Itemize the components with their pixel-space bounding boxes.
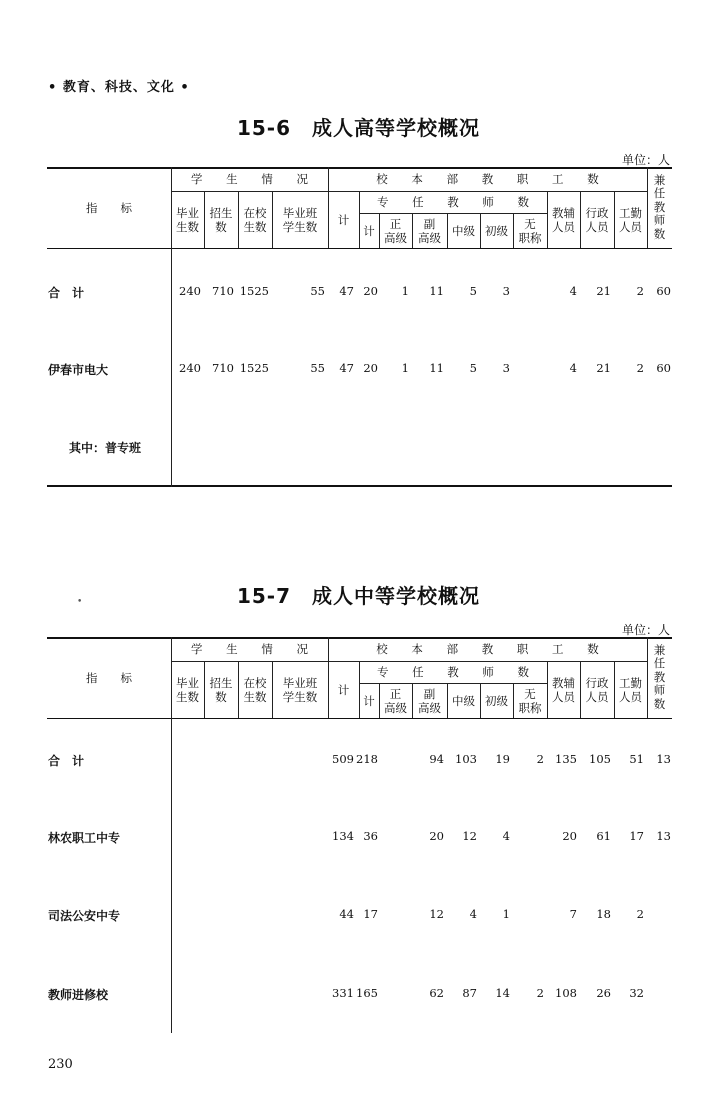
table-cell: 87 <box>462 986 477 1000</box>
table-cell: 14 <box>495 986 510 1000</box>
table-cell: 105 <box>589 752 611 766</box>
table-cell: 218 <box>356 752 378 766</box>
table-cell: 2 <box>636 361 644 375</box>
table-cell: 32 <box>629 986 644 1000</box>
stray-mark: • <box>77 597 83 607</box>
table-cell: 103 <box>455 752 477 766</box>
table-cell: 710 <box>212 361 234 375</box>
table-cell: 94 <box>429 752 444 766</box>
header-grad: 毕业 生数 <box>176 675 199 704</box>
table-cell: 7 <box>569 907 577 921</box>
table-cell: 1 <box>401 361 409 375</box>
table-cell: 61 <box>596 829 611 843</box>
table-cell: 5 <box>469 361 477 375</box>
table-title: 15-6 成人高等学校概况 <box>236 116 481 140</box>
header-teacher-total: 计 <box>363 693 375 708</box>
table-cell: 509 <box>332 752 354 766</box>
header-enroll: 招生 数 <box>209 205 233 234</box>
table-cell: 51 <box>629 752 644 766</box>
table-cell: 21 <box>596 284 611 298</box>
table-cell: 2 <box>536 986 544 1000</box>
table-cell: 1525 <box>239 361 269 375</box>
table-cell: 2 <box>636 907 644 921</box>
table-cell: 1525 <box>239 284 269 298</box>
table-cell: 20 <box>562 829 577 843</box>
table-cell: 60 <box>656 361 671 375</box>
table-cell: 13 <box>656 829 671 843</box>
row-label: 林农职工中专 <box>48 831 121 845</box>
table-cell: 710 <box>212 284 234 298</box>
header-no-title: 无 职称 <box>518 686 542 715</box>
header-no-title: 无 职称 <box>518 216 542 245</box>
table-cell: 108 <box>555 986 577 1000</box>
table-cell: 55 <box>310 361 325 375</box>
table-cell: 240 <box>179 284 201 298</box>
table-cell: 4 <box>469 907 477 921</box>
table-cell: 134 <box>332 829 354 843</box>
table-cell: 20 <box>363 361 378 375</box>
table-cell: 11 <box>429 361 444 375</box>
table-cell: 4 <box>502 829 510 843</box>
table-cell: 165 <box>356 986 378 1000</box>
table-cell: 13 <box>656 752 671 766</box>
table-cell: 2 <box>536 752 544 766</box>
header-grad-class: 毕业班 学生数 <box>282 205 318 234</box>
table-cell: 44 <box>339 907 354 921</box>
header-student-group: 学 生 情 况 <box>191 642 318 656</box>
header-total: 计 <box>337 682 350 697</box>
row-label: 合 计 <box>48 286 85 300</box>
header-junior: 初级 <box>485 693 508 708</box>
table-cell: 26 <box>596 986 611 1000</box>
header-staff-group: 校 本 部 教 职 工 数 <box>376 172 609 186</box>
header-teacher-total: 计 <box>363 223 375 238</box>
header-aux: 教辅 人员 <box>552 675 575 704</box>
header-part-time: 兼 任 教 师 数 <box>653 172 666 241</box>
header-aux: 教辅 人员 <box>552 205 575 234</box>
header-middle: 中级 <box>452 693 475 708</box>
table-cell: 1 <box>401 284 409 298</box>
table-cell: 47 <box>339 284 354 298</box>
table-cell: 20 <box>363 284 378 298</box>
header-staff-group: 校 本 部 教 职 工 数 <box>376 642 609 656</box>
table-cell: 1 <box>502 907 510 921</box>
row-label: 司法公安中专 <box>48 909 121 923</box>
table-cell: 331 <box>332 986 354 1000</box>
header-worker: 工勤 人员 <box>619 205 642 234</box>
header-total: 计 <box>337 212 350 227</box>
page-number: 230 <box>48 1057 73 1072</box>
table-cell: 17 <box>629 829 644 843</box>
unit-label: 单位：人 <box>621 623 670 637</box>
table-cell: 60 <box>656 284 671 298</box>
header-grad-class: 毕业班 学生数 <box>282 675 318 704</box>
table-cell: 47 <box>339 361 354 375</box>
header-senior: 正 高级 <box>384 216 407 245</box>
table-cell: 4 <box>569 361 577 375</box>
table-cell: 135 <box>555 752 577 766</box>
header-indicator: 指 标 <box>86 670 132 685</box>
table-cell: 19 <box>495 752 510 766</box>
table-cell: 3 <box>502 361 510 375</box>
running-header: • 教育、科技、文化 • <box>48 80 190 95</box>
table-cell: 20 <box>429 829 444 843</box>
header-in-school: 在校 生数 <box>243 205 267 234</box>
header-student-group: 学 生 情 况 <box>191 172 318 186</box>
header-junior: 初级 <box>485 223 508 238</box>
table-cell: 11 <box>429 284 444 298</box>
table-cell: 55 <box>310 284 325 298</box>
table-cell: 3 <box>502 284 510 298</box>
header-senior: 正 高级 <box>384 686 407 715</box>
header-assoc: 副 高级 <box>418 686 441 715</box>
table-cell: 5 <box>469 284 477 298</box>
row-label: 教师进修校 <box>48 988 109 1002</box>
row-label: 其中：普专班 <box>69 441 142 455</box>
header-indicator: 指 标 <box>86 200 132 215</box>
header-teacher-group: 专 任 教 师 数 <box>376 665 540 679</box>
table-title: 15-7 成人中等学校概况 <box>236 584 481 608</box>
row-label: 合 计 <box>48 754 85 768</box>
table-cell: 21 <box>596 361 611 375</box>
header-assoc: 副 高级 <box>418 216 441 245</box>
table-cell: 12 <box>462 829 477 843</box>
table-cell: 36 <box>363 829 378 843</box>
table-cell: 2 <box>636 284 644 298</box>
header-admin: 行政 人员 <box>585 205 609 234</box>
row-label: 伊春市电大 <box>48 363 109 377</box>
header-teacher-group: 专 任 教 师 数 <box>376 195 540 209</box>
table-cell: 240 <box>179 361 201 375</box>
table-cell: 12 <box>429 907 444 921</box>
unit-label: 单位：人 <box>621 153 670 167</box>
table-cell: 18 <box>596 907 611 921</box>
data-table <box>47 167 672 487</box>
table-cell: 17 <box>363 907 378 921</box>
table-cell: 4 <box>569 284 577 298</box>
header-enroll: 招生 数 <box>209 675 233 704</box>
data-table <box>47 637 672 1033</box>
header-part-time: 兼 任 教 师 数 <box>653 642 666 711</box>
header-grad: 毕业 生数 <box>176 205 199 234</box>
header-admin: 行政 人员 <box>585 675 609 704</box>
header-worker: 工勤 人员 <box>619 675 642 704</box>
table-cell: 62 <box>429 986 444 1000</box>
header-middle: 中级 <box>452 223 475 238</box>
header-in-school: 在校 生数 <box>243 675 267 704</box>
